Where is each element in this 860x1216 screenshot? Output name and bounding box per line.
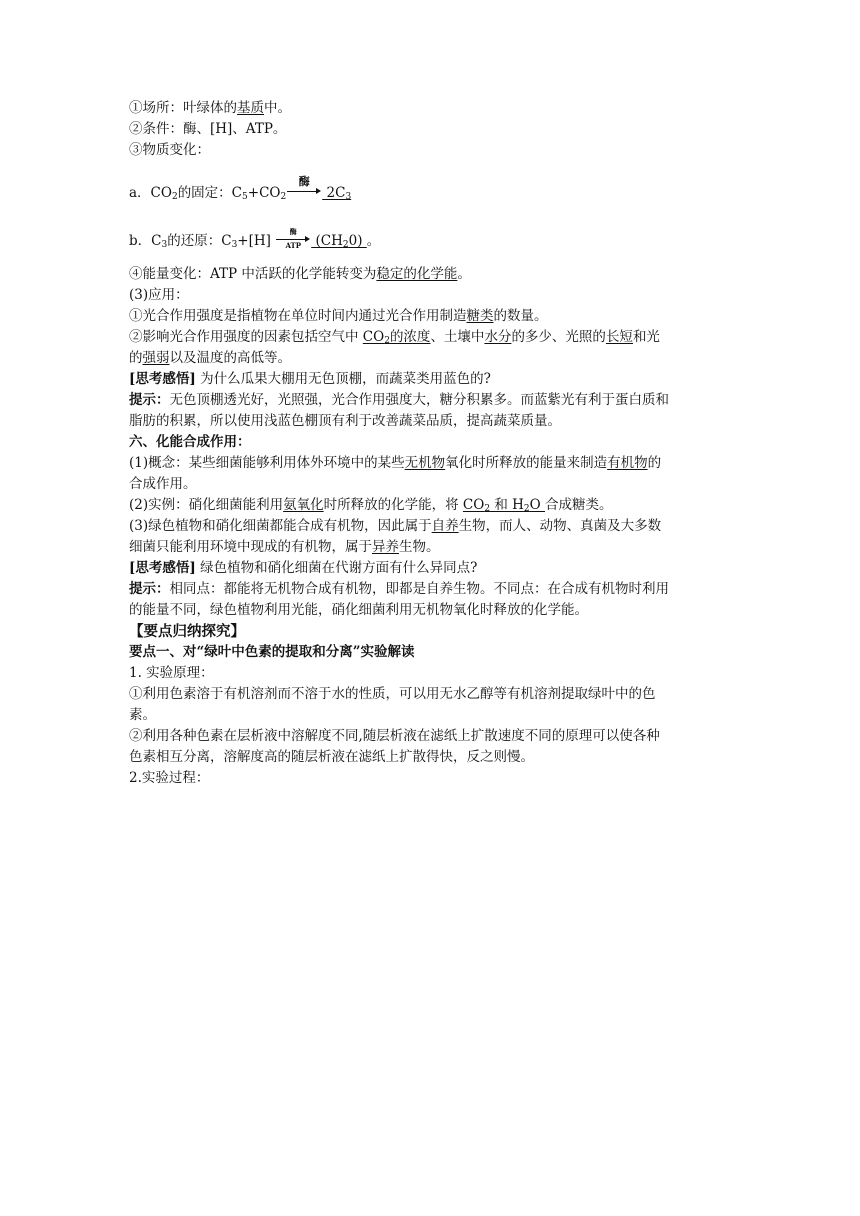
text-line: (3)应用： [129,287,189,303]
underlined-answer: 强弱 [142,350,170,366]
text-line: (1)概念：某些细菌能够利用体外环境中的某些无机物氧化时所释放的能量来制造有机物的 [129,455,662,471]
text-line: 的能量不同，绿色植物利用光能，硝化细菌利用无机物氧化时释放的化学能。 [129,602,588,618]
text-line: 1. 实验原理： [129,665,214,681]
text-line: 的强弱以及温度的高低等。 [129,350,291,366]
equation-c3-reduction: b．$C_3$的还原：$C_3+[H]$ 酶 ATP $(CH_20)$ 。 [129,227,381,250]
underlined-answer: 异养 [372,539,399,555]
text-line: 提示：相同点：都能将无机物合成有机物，即都是自养生物。不同点：在合成有机物时利用 [129,581,669,597]
text-line: ①光合作用强度是指植物在单位时间内通过光合作用制造糖类的数量。 [129,308,548,324]
underlined-answer: $CO_2$ 和 $H_2O$ [462,497,546,514]
text: 中。 [264,100,291,116]
underlined-answer: $CO_2$的浓度 [362,329,431,346]
text-line: [思考感悟] 为什么瓜果大棚用无色顶棚，而蔬菜类用蓝色的? [129,371,491,387]
text-line: 提示：无色顶棚透光好，光照强，光合作用强度大，糖分积累多。而蓝紫光有利于蛋白质和 [129,392,669,408]
text-line: 色素相互分离，溶解度高的随层析液在滤纸上扩散得快，反之则慢。 [129,749,534,765]
text-line: ②条件：酶、[H]、ATP。 [129,121,287,137]
underlined-answer: 水分 [484,329,512,345]
underlined-answer: 有机物 [607,455,648,471]
reaction-arrow-icon: 酶 [287,184,321,198]
underlined-answer: 长短 [605,329,633,345]
text-line: (2)实例：硝化细菌能利用氨氧化时所释放的化学能，将 $CO_2$ 和 $H_2O$ 合成糖类。 [129,497,613,514]
underlined-answer: 无机物 [404,455,446,471]
underlined-answer: $2C_3$ [322,185,352,202]
think-label: [思考感悟] [129,371,196,387]
text-line: (3)绿色植物和硝化细菌都能合成有机物，因此属于自养生物，而人、动物、真菌及大多数 [129,518,662,534]
section-heading: 六、化能合成作用： [129,434,251,450]
underlined-answer: 氨氧化 [283,497,324,513]
text-line: 素。 [129,707,156,723]
hint-label: 提示： [129,392,170,408]
reaction-arrow-icon: 酶 ATP [276,232,310,246]
underlined-answer: 糖类 [466,308,494,324]
text-line: ②影响光合作用强度的因素包括空气中 $CO_2$的浓度、土壤中水分的多少、光照的长短和光 [129,329,660,346]
text-line: ①利用色素溶于有机溶剂而不溶于水的性质，可以用无水乙醇等有机溶剂提取绿叶中的色 [129,686,656,702]
underlined-answer: $(CH_20)$ [311,233,367,250]
text-line: ④能量变化：ATP 中活跃的化学能转变为稳定的化学能。 [129,266,471,282]
equation-co2-fixation: a．$CO_2$的固定：$C_5+CO_2$ 酶 $2C_3$ [129,175,352,202]
text-line [129,98,291,119]
underlined-answer: 自养 [431,518,459,534]
text-line: 合成作用。 [129,476,197,492]
underlined-answer: 稳定的化学能 [376,266,458,282]
section-heading: 【要点归纳探究】 [129,623,245,640]
underlined-answer: 基质 [237,100,264,116]
text-line: 2.实验过程： [129,770,210,786]
hint-label: 提示： [129,581,170,597]
text-line: ③物质变化： [129,142,210,158]
text: ①场所：叶绿体的 [129,100,237,116]
subsection-heading: 要点一、对“绿叶中色素的提取和分离”实验解读 [129,644,415,660]
text-line: 细菌只能利用环境中现成的有机物，属于异养生物。 [129,539,440,555]
think-label: [思考感悟] [129,560,196,576]
text-line: ②利用各种色素在层析液中溶解度不同,随层析液在滤纸上扩散速度不同的原理可以使各种 [129,728,660,744]
text-line: [思考感悟] 绿色植物和硝化细菌在代谢方面有什么异同点? [129,560,478,576]
text-line: 脂肪的积累，所以使用浅蓝色棚顶有利于改善蔬菜品质，提高蔬菜质量。 [129,413,561,429]
